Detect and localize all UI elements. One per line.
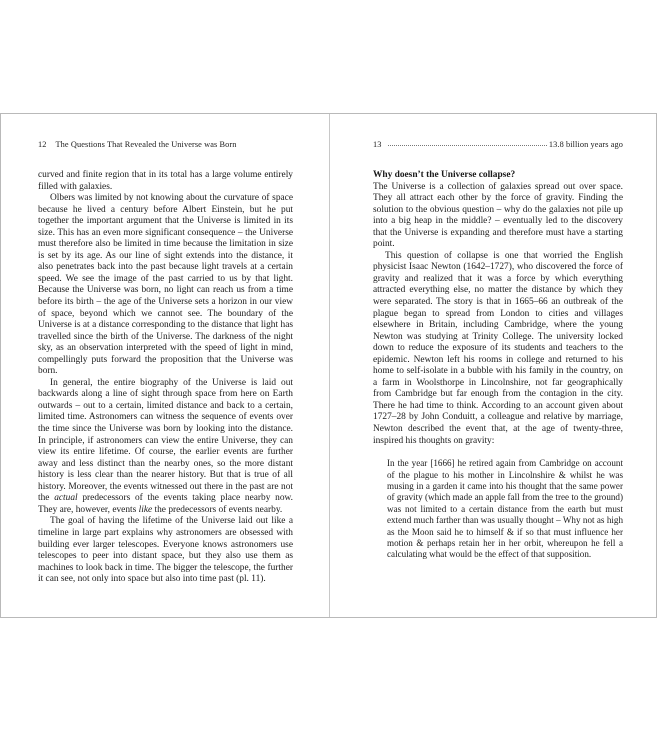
paragraph	[38, 378, 293, 517]
italic-text: like	[138, 504, 153, 515]
right-page	[330, 114, 658, 617]
left-page	[1, 114, 329, 617]
paragraph: The Universe is a collection of galaxies spread out over space. They all attract each other by the force of gravity. Finding the solution to the obvious question – why do the galaxies not pile up into a big heap in the middle? – eventually led to the discovery that the Universe is expanding and therefore must have a starting point.	[373, 181, 623, 250]
left-running-head	[38, 140, 237, 149]
paragraph-text: In general, the entire biography of the Universe is laid out backwards along a line of sight through space from here on Earth outwards – out to a certain, limited distance and back to a certain, limited time. Astronomers can witness the sequence of events over the time since the Universe was born by looking into the distance. In principle, if astronomers can view the entire Universe, they can view its entire lifetime. Of course, the earlier events are further away and less distinct than the nearby ones, so the more distant history is less clear than the nearer history. But that is true of all history. Moreover, the events witnessed out there in the past are not the	[38, 377, 293, 504]
left-body-text	[38, 170, 293, 586]
block-quote: In the year [1666] he retired again from Cambridge on account of the plague to his mother in Lincolnshire & whilst he was musing in a garden it came into his thought that the same power of gravity (which made an apple fall from the tree to the ground) was not limited to a certain distance from the earth but must extend much farther than was usually thought – Why not as high as the Moon said he to himself & if so that must influence her motion & perhaps retain her in her orbit, whereupon he fell a calculating what would be the effect of that supposition.	[387, 458, 623, 560]
paragraph-text: the predecessors of events nearby.	[154, 504, 283, 515]
book-spread	[0, 113, 657, 618]
running-head-title: The Questions That Revealed the Universe was Born	[55, 140, 237, 149]
running-head-title: 13.8 billion years ago	[548, 140, 623, 149]
section-heading: Why doesn’t the Universe collapse?	[373, 170, 516, 180]
paragraph: The goal of having the lifetime of the Universe laid out like a timeline in large part explains why astronomers are obsessed with building ever larger telescopes. Everyone knows astronomers use telescopes to peer into distant space, but they also use them as machines to look back in time. The bigger the telescope, the further it can see, not only into space but also into time past (pl. 11).	[38, 516, 293, 585]
paragraph: This question of collapse is one that worried the English physicist Isaac Newton (1642–1727), who discovered the force of gravity and realized that it was a force by which everything attracted everything else, no matter the distance by which they were separated. The story is that in 1665–66 an outbreak of the plague began to spread from London to cities and villages elsewhere in Britain, including Cambridge, where the young Newton was studying at Trinity College. The university locked down to reduce the exposure of its students and teachers to the epidemic. Newton left his rooms in college and returned to his home to self-isolate in a bubble with his family in the country, on a farm in Woolsthorpe in Lincolnshire, not far geographically from Cambridge but far enough from the contagion in the city. There he had time to think. According to an account given about 1727–28 by John Conduitt, a colleague and relative by marriage, Newton described the event that, at the age of twenty-three, inspired his thoughts on gravity:	[373, 250, 623, 446]
paragraph: curved and finite region that in its total has a large volume entirely filled with galaxies.	[38, 170, 293, 192]
dot-leader	[388, 140, 547, 146]
italic-text: actual	[54, 493, 78, 504]
page-number: 13	[373, 140, 382, 149]
paragraph: Olbers was limited by not knowing about the curvature of space because he lived a century before Albert Einstein, but he put together the important argument that the Universe is limited in its size. This has an even more significant consequence – the Universe must therefore also be limited in time because the limitation in size is set by its age. As our line of sight extends into the distance, it also penetrates back into the past because light travels at a certain speed. We see the image of the past carried to us by that light. Because the Universe was born, no light can reach us from a time before its birth – the age of the Universe sets a horizon in our view of space, beyond which we cannot see. The boundary of the Universe is at a distance corresponding to the distance that light has travelled since the birth of the Universe. The darkness of the night sky, as an observation interpreted with the speed of light in mind, compellingly puts forward the proposition that the Universe was born.	[38, 193, 293, 377]
right-running-head	[373, 140, 623, 149]
right-body-text	[373, 170, 623, 561]
paragraph-text: predecessors of the events taking place nearby now. They are, however, events	[38, 493, 294, 515]
page-number: 12	[38, 140, 47, 149]
